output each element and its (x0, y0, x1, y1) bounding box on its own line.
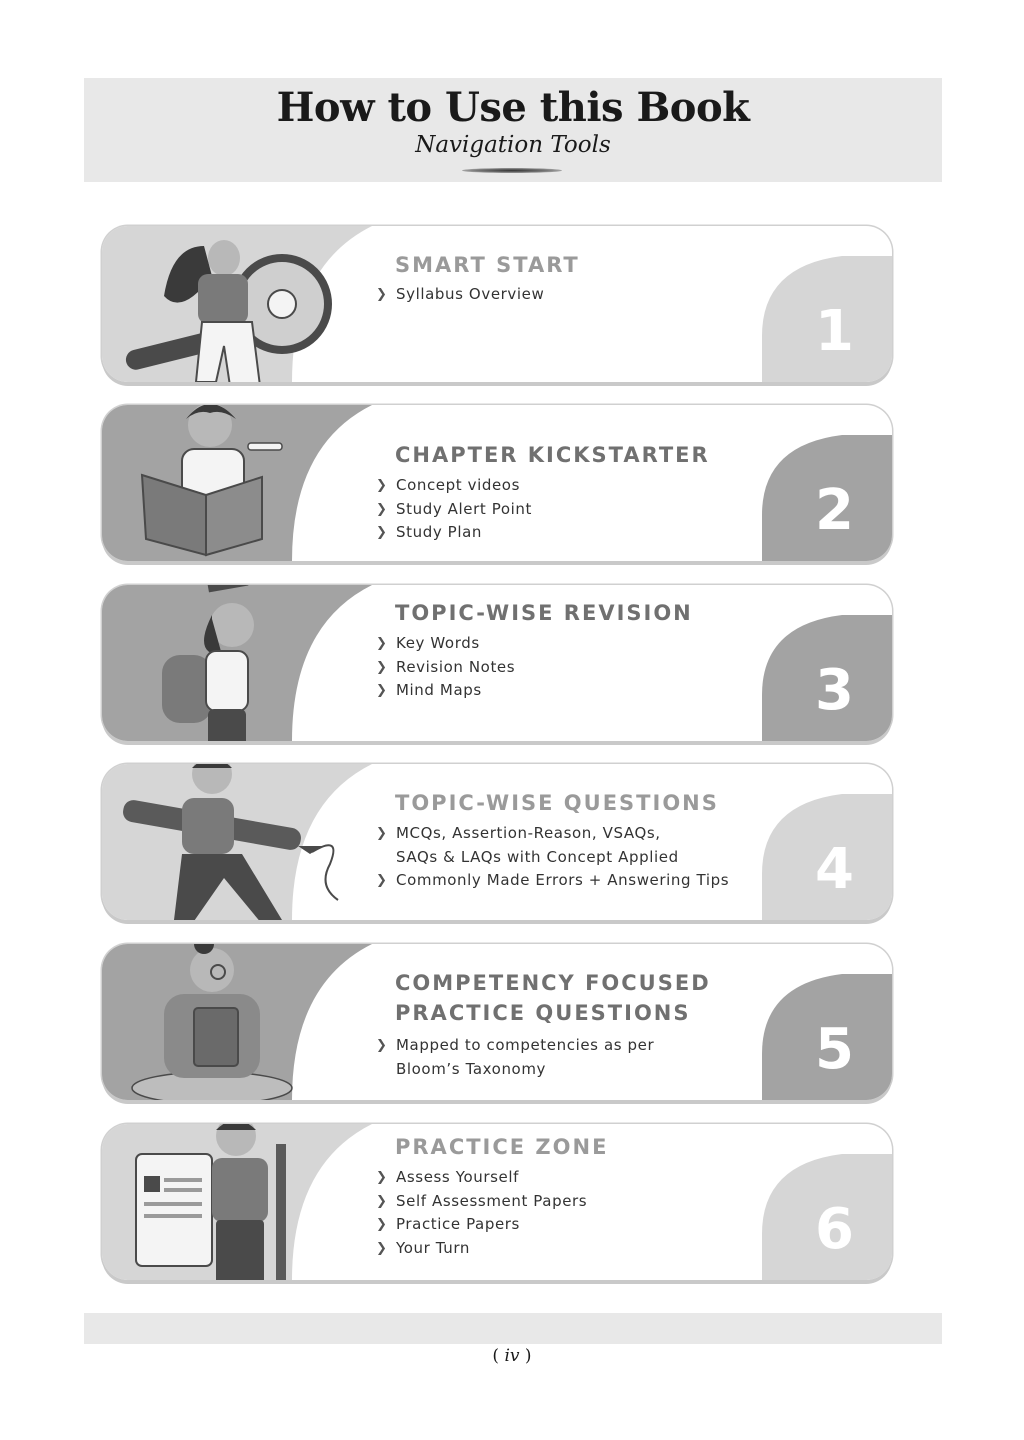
chevron-right-icon: ❯ (376, 287, 388, 302)
card-item-list (374, 474, 532, 545)
card-1 (102, 226, 892, 382)
list-item-label: Bloom’s Taxonomy (396, 1059, 547, 1078)
page-number: ( iv ) (492, 1346, 532, 1366)
list-item-label: SAQs & LAQs with Concept Applied (396, 847, 679, 866)
list-item (374, 1166, 587, 1190)
card-heading-line: COMPETENCY FOCUSED (395, 971, 711, 995)
list-item (374, 498, 532, 522)
card-2 (102, 405, 892, 561)
header-band (84, 78, 942, 182)
card-number: 2 (815, 478, 854, 543)
page-subtitle: Navigation Tools (415, 132, 611, 158)
card-6 (102, 1124, 892, 1280)
list-item (374, 822, 729, 846)
list-item-label: MCQs, Assertion-Reason, VSAQs, (396, 824, 661, 842)
list-item-label: Mind Maps (396, 681, 482, 699)
list-item (374, 1237, 587, 1261)
card-item-list (374, 1034, 654, 1081)
list-item-label: Concept videos (396, 476, 520, 494)
card-item-list (374, 822, 729, 893)
footer-band (84, 1313, 942, 1344)
page-title: How to Use this Book (276, 84, 750, 131)
list-item-label: Revision Notes (396, 657, 516, 676)
list-item (374, 656, 515, 680)
card-number: 1 (815, 299, 854, 364)
card-item-list (374, 283, 544, 307)
chevron-right-icon: ❯ (376, 1217, 388, 1232)
list-item-label: Study Alert Point (396, 499, 532, 518)
list-item (374, 283, 544, 307)
chevron-right-icon: ❯ (376, 1038, 388, 1053)
card-heading-line: CHAPTER KICKSTARTER (395, 443, 710, 467)
list-item-label: Study Plan (396, 523, 482, 541)
list-item (374, 474, 532, 498)
card-3 (102, 585, 892, 741)
chevron-right-icon: ❯ (376, 826, 388, 841)
list-item-label: Practice Papers (396, 1215, 520, 1233)
card-heading-line: TOPIC-WISE REVISION (395, 601, 693, 625)
chevron-right-icon: ❯ (376, 501, 388, 517)
list-item-label: Your Turn (396, 1238, 470, 1257)
card-item-list (374, 632, 515, 703)
list-item (374, 632, 515, 656)
list-item (374, 869, 729, 893)
chevron-right-icon: ❯ (376, 525, 388, 540)
card-heading-line: PRACTICE QUESTIONS (395, 1001, 691, 1025)
list-item-label: Assess Yourself (396, 1168, 520, 1186)
card-number: 5 (815, 1017, 854, 1082)
card-4 (102, 764, 892, 920)
card-heading (395, 598, 693, 628)
card-heading-line: TOPIC-WISE QUESTIONS (395, 791, 719, 815)
list-item-label: Key Words (396, 634, 480, 652)
list-item-label: Syllabus Overview (396, 285, 545, 303)
list-item (374, 679, 515, 703)
chevron-right-icon: ❯ (376, 1240, 388, 1256)
card-number: 6 (815, 1197, 854, 1262)
chevron-right-icon: ❯ (376, 1170, 388, 1185)
chevron-right-icon: ❯ (376, 659, 388, 675)
card-heading (395, 788, 719, 818)
card-number: 4 (815, 837, 854, 902)
list-item (374, 1190, 587, 1214)
card-heading (395, 440, 710, 470)
card-heading (395, 250, 580, 280)
chevron-right-icon: ❯ (376, 636, 388, 651)
list-item-label: Mapped to competencies as per (396, 1036, 655, 1054)
list-item-label: Commonly Made Errors + Answering Tips (396, 871, 730, 889)
list-item (374, 846, 729, 870)
card-item-list (374, 1166, 587, 1260)
chevron-right-icon: ❯ (376, 873, 388, 888)
list-item-label: Self Assessment Papers (396, 1191, 588, 1210)
card-heading-line: SMART START (395, 253, 580, 277)
card-number: 3 (815, 658, 854, 723)
subtitle-underline (462, 168, 562, 173)
list-item (374, 1213, 587, 1237)
card-heading-line: PRACTICE ZONE (395, 1135, 609, 1159)
card-5 (102, 944, 892, 1100)
chevron-right-icon: ❯ (376, 1193, 388, 1209)
card-heading (395, 1132, 608, 1162)
card-heading (395, 968, 711, 1028)
list-item (374, 521, 532, 545)
list-item (374, 1034, 654, 1058)
chevron-right-icon: ❯ (376, 478, 388, 493)
list-item (374, 1058, 654, 1082)
chevron-right-icon: ❯ (376, 683, 388, 698)
